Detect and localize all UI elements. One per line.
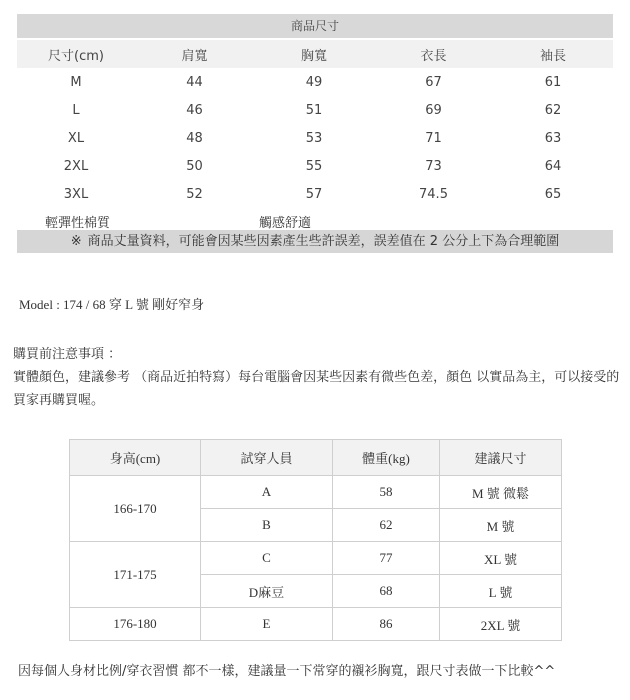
material-notes — [17, 208, 613, 230]
size-cell: 62 — [544, 102, 562, 118]
fit-table — [69, 439, 562, 641]
weight: 86 — [333, 608, 440, 641]
header-weight: 體重(kg) — [333, 440, 440, 476]
notes-heading: 購買前注意事項 ： — [13, 347, 122, 362]
size-cell: L — [72, 102, 80, 118]
size-cell: 74.5 — [419, 186, 448, 202]
tester: C — [201, 542, 333, 575]
size-row — [17, 180, 613, 208]
weight: 77 — [333, 542, 440, 575]
tester: D麻豆 — [201, 575, 333, 608]
recommended-size: M 號 微鬆 — [440, 476, 562, 509]
size-cell: 44 — [186, 74, 203, 90]
weight: 62 — [333, 509, 440, 542]
size-row — [17, 68, 613, 96]
height-range: 166-170 — [70, 476, 201, 542]
size-cell: 73 — [425, 158, 442, 174]
size-cell: 69 — [425, 102, 442, 118]
size-cell: 55 — [305, 158, 323, 174]
size-cell: 2XL — [63, 158, 89, 174]
tester: E — [201, 608, 333, 641]
recommended-size: L 號 — [440, 575, 562, 608]
size-cell: 61 — [544, 74, 562, 90]
size-table-header — [17, 39, 613, 68]
size-cell: 65 — [544, 186, 562, 202]
notes-body: 實體顏色，建議參考 （商品近拍特寫）每台電腦會因某些因素有微些色差，顏色 以實品為主，可以接受的買家再購買喔。 — [13, 370, 620, 408]
size-cell: 49 — [305, 74, 323, 90]
sizing-advice: 因每個人身材比例/穿衣習慣 都不一樣，建議量一下常穿的襯衫胸寬，跟尺寸表做一下比較^^ — [18, 664, 556, 679]
fit-row — [70, 542, 562, 575]
header-size: 尺寸(cm) — [17, 39, 135, 68]
size-cell: M — [70, 74, 82, 90]
header-shoulder: 肩寬 — [135, 39, 254, 68]
size-cell: XL — [67, 130, 85, 146]
header-sleeve: 袖長 — [493, 39, 613, 68]
header-tester: 試穿人員 — [201, 440, 333, 476]
size-cell: 57 — [305, 186, 323, 202]
size-cell: 50 — [186, 158, 203, 174]
texture-note: 觸感舒適 — [259, 216, 312, 231]
header-recommended-size: 建議尺寸 — [440, 440, 562, 476]
weight: 68 — [333, 575, 440, 608]
size-cell: 51 — [305, 102, 323, 118]
measurement-disclaimer — [17, 230, 613, 253]
fit-row — [70, 608, 562, 641]
fit-row — [70, 476, 562, 509]
recommended-size: M 號 — [440, 509, 562, 542]
size-chart-title: 商品尺寸 — [17, 14, 613, 38]
size-cell: 53 — [305, 130, 323, 146]
header-chest: 胸寬 — [254, 39, 374, 68]
height-range: 171-175 — [70, 542, 201, 608]
size-cell: 3XL — [63, 186, 89, 202]
reference-mark: ※ — [70, 234, 82, 249]
recommended-size: XL 號 — [440, 542, 562, 575]
purchase-notes — [13, 343, 623, 412]
size-cell: 52 — [186, 186, 203, 202]
tester: A — [201, 476, 333, 509]
size-cell: 71 — [425, 130, 442, 146]
size-cell: 63 — [544, 130, 562, 146]
model-info: Model : 174 / 68 穿 L 號 剛好窄身 — [19, 297, 205, 312]
weight: 58 — [333, 476, 440, 509]
disclaimer-text: 商品丈量資料，可能會因某些因素產生些許誤差，誤差值在 2 公分上下為合理範圍 — [87, 234, 560, 249]
header-height: 身高(cm) — [70, 440, 201, 476]
size-row — [17, 152, 613, 180]
header-length: 衣長 — [374, 39, 493, 68]
tester: B — [201, 509, 333, 542]
size-table — [17, 38, 613, 208]
size-cell: 64 — [544, 158, 562, 174]
fit-table-header — [70, 440, 562, 476]
size-cell: 67 — [425, 74, 442, 90]
recommended-size: 2XL 號 — [440, 608, 562, 641]
size-cell: 46 — [186, 102, 203, 118]
size-chart — [17, 14, 613, 253]
material-note: 輕彈性棉質 — [45, 216, 111, 231]
size-row — [17, 96, 613, 124]
size-row — [17, 124, 613, 152]
height-range: 176-180 — [70, 608, 201, 641]
size-cell: 48 — [186, 130, 203, 146]
